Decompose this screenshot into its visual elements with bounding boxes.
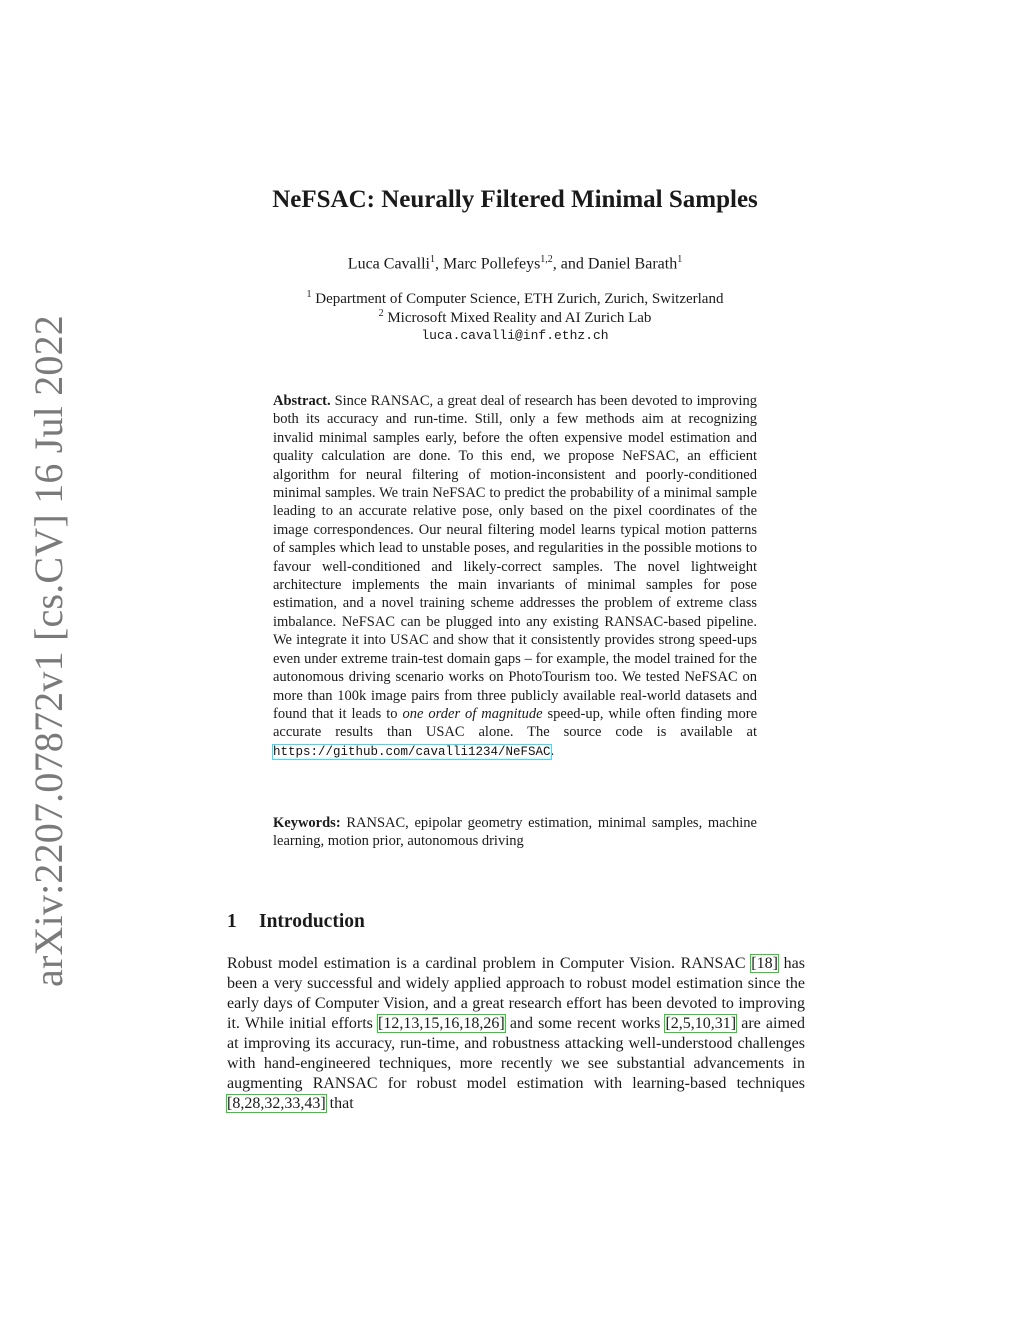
paper-title: NeFSAC: Neurally Filtered Minimal Samples (272, 186, 758, 213)
author-name: Luca Cavalli (347, 255, 430, 273)
keywords (273, 814, 757, 851)
affil-mark: 2 (378, 308, 384, 319)
abstract-label: Abstract. (273, 393, 331, 409)
citation-link[interactable]: [2,5,10,31] (665, 1015, 737, 1032)
body-text: are aimed at improving its accuracy, run-time, and robustness attacking well-understood challenges with hand-engineered techniques, more recently we see substantial advancements in augmenting RANSAC for robust model estimation with learning-based techniques (227, 1015, 806, 1092)
abstract-text: Since RANSAC, a great deal of research has been devoted to improving both its accuracy and run-time. Still, only a few methods aim at recognizing invalid minimal samples early, before the often expensive model estimation and quality calculation are done. To this end, we propose NeFSAC, an efficient algorithm for neural filtering of motion-inconsistent and poorly-conditioned minimal samples. We train NeFSAC to predict the probability of a minimal sample leading to an accurate relative pose, only based on the pixel coordinates of the image correspondences. Our neural filtering model learns typical motion patterns of samples which lead to unstable poses, and regularities in the possible motions to favour well-conditioned and likely-correct samples. The novel lightweight architecture implements the main invariants of minimal samples for pose estimation, and a novel training scheme addresses the problem of extreme class imbalance. NeFSAC can be plugged into any existing RANSAC-based pipeline. We integrate it into USAC and show that it consistently provides strong speed-ups even under extreme train-test domain gaps – for example, the model trained for the autonomous driving scenario works on PhotoTourism too. We tested NeFSAC on more than 100k image pairs from three publicly available real-world datasets and found that it leads to (273, 393, 758, 722)
body-text: and some recent works (504, 1015, 666, 1032)
section-number: 1 (227, 911, 237, 932)
source-code-link[interactable]: https://github.com/cavalli1234/NeFSAC (273, 744, 551, 759)
abstract-text: speed-up, while often finding more accurate results than USAC alone. The source code is available at (273, 705, 757, 741)
author-name: Marc Pollefeys (442, 255, 541, 273)
abstract-emphasis: one order of magnitude (402, 705, 543, 722)
body-text: has been a very successful and widely applied approach to robust model estimation since the early days of Computer Vision, and a great research effort has been devoted to improving it. While initial efforts (227, 955, 806, 1032)
section-heading (227, 911, 365, 933)
abstract-text: . (550, 742, 555, 759)
author-affil-mark: 1,2 (540, 254, 553, 265)
affil-text: Microsoft Mixed Reality and AI Zurich Lab (387, 310, 652, 326)
section-title: Introduction (259, 911, 365, 932)
author-name: Daniel Barath (587, 255, 678, 273)
abstract (273, 392, 757, 761)
affil-mark: 1 (306, 289, 312, 300)
author-affil-mark: 1 (429, 254, 435, 265)
citation-link[interactable]: [8,28,32,33,43] (227, 1095, 326, 1112)
author-list (0, 254, 1024, 273)
intro-paragraph (227, 954, 805, 1114)
keywords-text: RANSAC, epipolar geometry estimation, minimal samples, machine learning, motion prior, autonomous driving (273, 815, 757, 850)
author-separator: , (434, 255, 443, 273)
arxiv-stamp-text: arXiv:2207.07872v1 [cs.CV] 16 Jul 2022 (25, 315, 71, 987)
body-text: that (325, 1095, 354, 1112)
citation-link[interactable]: [12,13,15,16,18,26] (378, 1015, 505, 1032)
affil-text: Department of Computer Science, ETH Zurich, Zurich, Switzerland (315, 291, 724, 307)
body-text: Robust model estimation is a cardinal problem in Computer Vision. RANSAC (227, 955, 752, 972)
affiliation-1 (0, 289, 1024, 308)
contact-email[interactable]: luca.cavalli@inf.ethz.ch (421, 328, 609, 343)
author-affil-mark: 1 (677, 254, 683, 265)
citation-link[interactable]: [18] (751, 955, 778, 972)
keywords-label: Keywords: (273, 815, 341, 831)
author-separator: , and (552, 255, 588, 273)
arxiv-stamp (22, 315, 74, 987)
affiliation-2 (0, 308, 1024, 327)
